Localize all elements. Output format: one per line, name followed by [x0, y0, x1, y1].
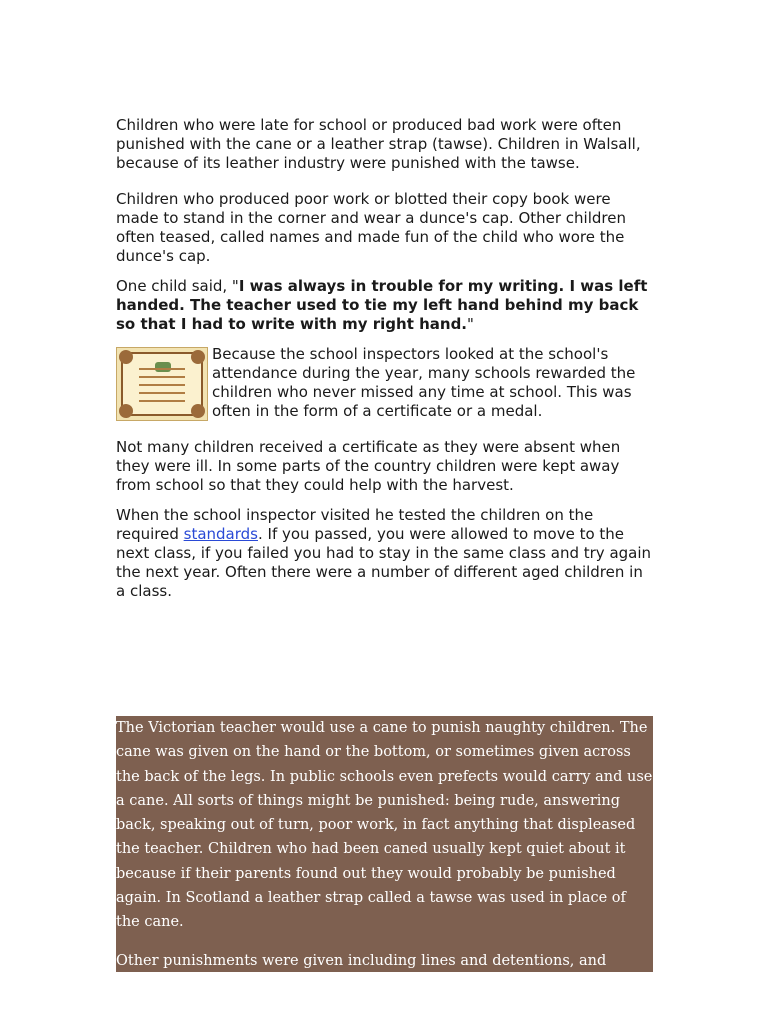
standards-link[interactable]: standards — [183, 525, 258, 543]
paragraph-left-handed-quote — [116, 277, 656, 334]
article-body — [116, 116, 656, 618]
paragraph-cane-tawse: Children who were late for school or produced bad work were often punished with the cane or a leather strap (tawse). Children in Walsall, because of its leather industry were punished with the tawse. — [116, 116, 641, 172]
attendance-text: Because the school inspectors looked at the school's attendance during the year, many schools rewarded the children who never missed any time at school. This was often in the form of a certificate or a medal. — [212, 345, 636, 420]
certificate-image — [116, 347, 208, 421]
paragraph-absent-harvest: Not many children received a certificate as they were absent when they were ill. In some parts of the country children were kept away from school so that they could help with the harvest. — [116, 438, 621, 494]
box-paragraph-other-punishments: Other punishments were given including lines and detentions, and some, if not all, the deeds were written in a punishment book or log. — [116, 952, 621, 993]
paragraph-dunce-cap: Children who produced poor work or blotted their copy book were made to stand in the corner and wear a dunce's cap. Other children often teased, called names and made fun of the child who wore the dunce's cap. — [116, 190, 626, 265]
inspector-text-prefix: When the school inspector visited he tested the children on the required — [116, 506, 594, 543]
paragraph-attendance-certificate — [116, 345, 656, 423]
inspector-text-suffix: . If you passed, you were allowed to move to the next class, if you failed you had to stay in the same class and try again the next year. Often there were a number of different aged children in a class. — [116, 525, 652, 600]
quote-text: I was always in trouble for my writing. I was left handed. The teacher used to tie my left hand behind my back so that I had to write with my right hand. — [116, 277, 648, 333]
paragraph-inspector-standards — [116, 506, 656, 601]
victorian-punishment-box — [116, 716, 653, 993]
quote-suffix: " — [467, 315, 474, 333]
quote-prefix: One child said, " — [116, 277, 239, 295]
box-paragraph-cane: The Victorian teacher would use a cane to punish naughty children. The cane was given on the hand or the bottom, or sometimes given across the back of the legs. In public schools even prefects would carry and use a cane. All sorts of things might be punished: being rude, answering back, speaking out of turn, poor work, in fact anything that displeased the teacher. Children who had been caned usually kept quiet about it because if their parents found out they would probably be punished again. In Scotland a leather strap called a tawse was used in place of the cane. — [116, 720, 653, 931]
